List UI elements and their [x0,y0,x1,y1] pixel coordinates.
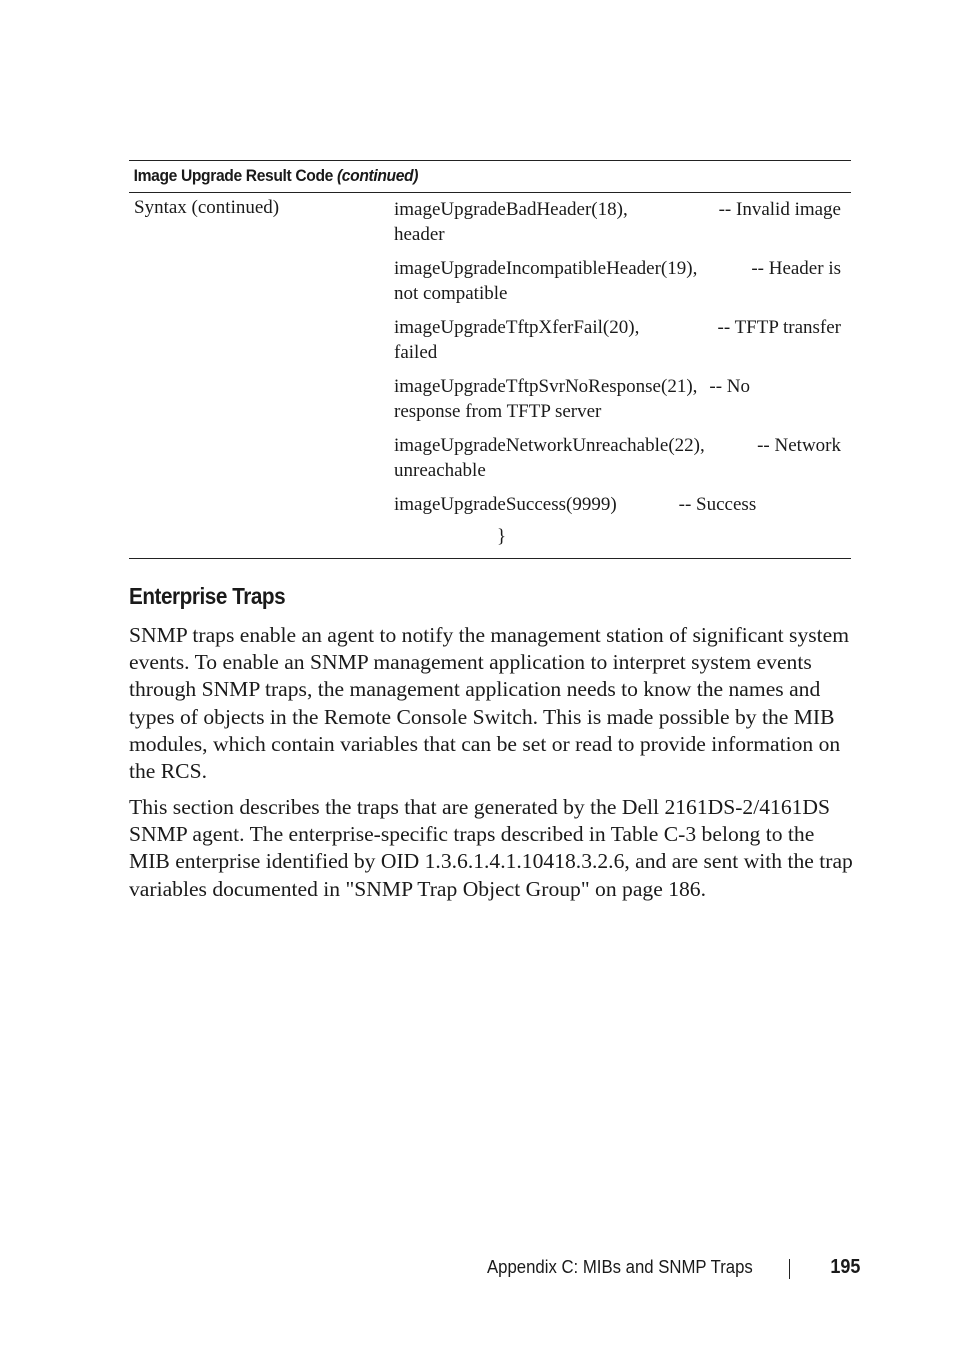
entry-continuation: response from TFTP server [394,401,602,422]
table-caption [129,161,793,192]
entry-name: imageUpgradeBadHeader(18), [394,199,628,220]
syntax-entry [394,197,849,247]
paragraph-text: SNMP traps enable an agent to notify the management station of significant system events. To enable an SNMP management application to interpret system events through SNMP traps, the management application needs to know the names and types of objects in the Remote Console Switch. This is made possible by the MIB modules, which contain variables that can be set or read to provide information on the RCS. [129,623,850,784]
footer-separator [789,1259,790,1279]
entry-name: imageUpgradeTftpSvrNoResponse(21), [394,376,698,397]
result-code-table [129,160,851,559]
entry-comment: -- Network [757,435,841,456]
entry-continuation: header [394,224,445,245]
entry-continuation: failed [394,342,438,363]
paragraph-text: This section describes the traps that are generated by the Dell 2161DS-2/4161DS SNMP agent. The enterprise-specific traps described in Table C-3 belong to the MIB enterprise identified by OID 1.3.6.1.4.1.10418.3.2.6, and are sent with the trap variables documented in "SNMP Trap Object Group" on page 186. [129,795,853,901]
entry-name: imageUpgradeNetworkUnreachable(22), [394,435,705,456]
entry-comment: -- Header is [751,258,841,279]
entry-comment: -- Success [678,494,757,515]
table-body [129,193,851,558]
section-heading: Enterprise Traps [129,583,286,609]
syntax-entry [394,492,849,517]
table-caption-title: Image Upgrade Result Code [133,166,333,185]
syntax-entries [394,197,849,526]
closing-brace: } [497,526,507,547]
syntax-entry [394,433,849,483]
entry-name: imageUpgradeSuccess(9999) [394,494,617,515]
footer-chapter-title: Appendix C: MIBs and SNMP Traps [487,1257,753,1277]
row-label: Syntax (continued) [134,197,280,218]
entry-comment: -- TFTP transfer [717,317,841,338]
entry-continuation: unreachable [394,460,486,481]
page-footer [0,1255,860,1281]
page-number: 195 [829,1256,860,1278]
entry-comment: -- Invalid image [718,199,841,220]
syntax-entry [394,374,849,424]
paragraph-2 [129,794,859,903]
table-caption-suffix: (continued) [336,166,419,185]
table-bottom-rule [129,558,851,559]
syntax-entry [394,256,849,306]
entry-name: imageUpgradeIncompatibleHeader(19), [394,258,698,279]
entry-continuation: not compatible [394,283,508,304]
entry-comment: -- No [709,376,751,397]
entry-name: imageUpgradeTftpXferFail(20), [394,317,640,338]
syntax-entry [394,315,849,365]
paragraph-1 [129,622,859,785]
